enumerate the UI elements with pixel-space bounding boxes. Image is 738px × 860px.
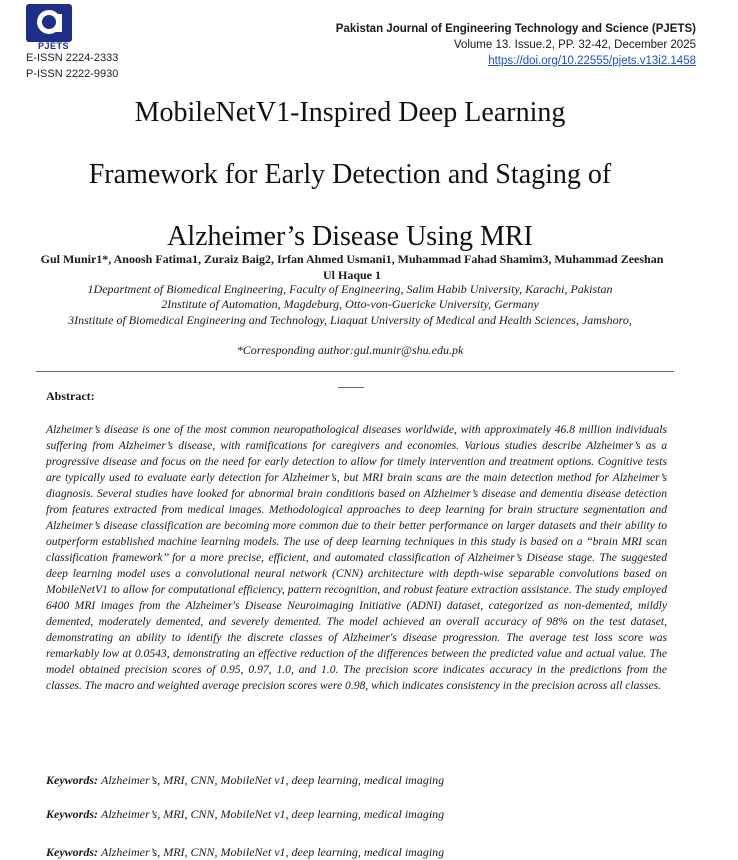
affiliation-1: 1Department of Biomedical Engineering, Faculty of Engineering, Salim Habib University, Karachi, Pakistan <box>87 282 613 296</box>
divider-short <box>338 387 364 388</box>
keywords-label: Keywords: <box>46 807 98 821</box>
doi-link[interactable]: https://doi.org/10.22555/pjets.v13i2.1458 <box>488 55 696 67</box>
divider <box>36 371 674 372</box>
keywords-line <box>46 845 444 860</box>
p-issn: P-ISSN 2222-9930 <box>26 68 119 80</box>
e-issn: E-ISSN 2224-2333 <box>26 52 119 64</box>
corresponding-author: *Corresponding author:gul.munir@shu.edu.pk <box>236 343 464 357</box>
journal-logo <box>26 4 72 42</box>
affiliation-2: 2Institute of Automation, Magdeburg, Otto-von-Guericke University, Germany <box>161 297 539 311</box>
title-line: Framework for Early Detection and Staging of <box>88 159 612 190</box>
abstract-heading: Abstract: <box>46 389 95 403</box>
title-line: MobileNetV1-Inspired Deep Learning <box>134 97 566 128</box>
keywords-text: Alzheimer’s, MRI, CNN, MobileNet v1, deep learning, medical imaging <box>101 845 445 859</box>
abstract-body: Alzheimer’s disease is one of the most common neuropathological diseases worldwide, with approximately 46.8 million individuals suffering from Alzheimer’s disease, with ramifications for caregivers and economies. Various studies describe Alzheimer’s as a progressive disease and focus on the need for early detection to allow for timely intervention and treatment options. Cognitive tests are typically used to evaluate early detection for Alzheimer’s, but MRI brain scans are the main detection method for Alzheimer’s diagnosis. Several studies have looked for abnormal brain conditions based on Alzheimer’s disease and dementia disease detection from features extracted from medical images. Methodological approaches to deep learning for brain structure segmentation and Alzheimer’s disease classification are becoming more common due to their better performance on larger datasets and their ability to outperform established machine learning models. The use of deep learning techniques in this study is based on a ‘‘brain MRI scan classification framework’’ for a more precise, efficient, and automated classification of Alzheimer’s Disease stage. The suggested deep learning model uses a convolutional neural network (CNN) architecture with depth-wise separable convolutions based on MobileNetV1 to allow for computational efficiency, pattern recognition, and robust feature extraction assistance. The study employed 6400 MRI images from the Alzheimer's Disease Neuroimaging Initiative (ADNI) dataset, categorized as non-demented, mildly demented, moderately demented, and severely demented. The model achieved an overall accuracy of 98% on the test dataset, demonstrating an ability to identify the discrete classes of Alzheimer's disease progression. The average test loss score was remarkably low at 0.0543, demonstrating an effective reduction of the differences between the predicted value and actual value. The model obtained precision scores of 0.95, 0.97, 1.0, and 1.0. The precision score indicates accuracy in the predictions from the classes. The macro and weighted average precision scores were 0.98, which indicates consistency in the precision across all classes. <box>46 423 667 692</box>
volume-info: Volume 13. Issue.2, PP. 32-42, December 2025 <box>453 39 696 51</box>
author-list: Gul Munir1*, Anoosh Fatima1, Zuraiz Baig2, Irfan Ahmed Usmani1, Muhammad Fahad Shamim3, Muhammad Zeeshan Ul Haque 1 <box>40 252 664 282</box>
journal-info <box>336 21 696 69</box>
journal-name: Pakistan Journal of Engineering Technology and Science (PJETS) <box>335 23 696 35</box>
keywords-line <box>46 807 444 822</box>
paper-title <box>0 82 700 268</box>
logo-emblem-icon <box>26 4 72 42</box>
logo-caption: PJETS <box>38 41 70 51</box>
keywords-line <box>46 773 444 788</box>
keywords-text: Alzheimer’s, MRI, CNN, MobileNet v1, deep learning, medical imaging <box>101 773 445 787</box>
keywords-label: Keywords: <box>46 773 98 787</box>
keywords-label: Keywords: <box>46 845 98 859</box>
title-line: Alzheimer’s Disease Using MRI <box>167 221 533 252</box>
keywords-text: Alzheimer’s, MRI, CNN, MobileNet v1, deep learning, medical imaging <box>101 807 445 821</box>
affiliation-3: 3Institute of Biomedical Engineering and Technology, Liaquat University of Medical and Health Sciences, Jamshoro, <box>68 313 632 327</box>
